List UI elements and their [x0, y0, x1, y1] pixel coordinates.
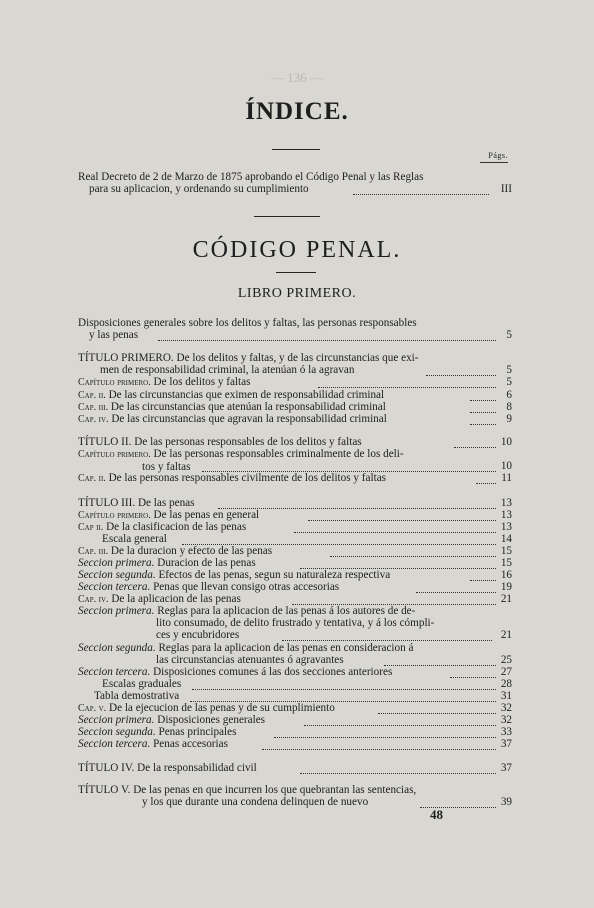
entry-text: Duracion de las penas: [157, 557, 256, 569]
page-number: 25: [500, 654, 512, 666]
entry-label: Cap ii.: [78, 522, 104, 533]
toc-entry: [78, 581, 512, 593]
entry-text: De las personas responsables civilmente de los delitos y faltas: [108, 472, 387, 484]
page-number: 5: [506, 376, 512, 388]
pages-column-label: Págs.: [488, 151, 508, 160]
toc-entry: [78, 678, 512, 690]
entry-text: De las personas responsables de los delitos y faltas: [134, 436, 362, 448]
book-title: LIBRO PRIMERO.: [237, 286, 357, 301]
entry-label: Seccion segunda.: [78, 569, 156, 581]
entry-text: De la ejecucion de las penas y de su cumplimiento: [108, 702, 335, 714]
page-number: 39: [500, 796, 512, 808]
entry-text-cont: y las penas: [89, 329, 139, 341]
toc-entry: [78, 533, 512, 545]
entry-label: Seccion tercera.: [78, 581, 151, 593]
entry-label: TÍTULO II.: [78, 436, 132, 448]
entry-label: Seccion tercera.: [78, 738, 151, 750]
entry-label: TÍTULO IV.: [78, 762, 135, 774]
entry-label: Capítulo primero.: [78, 449, 151, 460]
title-rule: [272, 149, 320, 150]
page-number: 33: [500, 726, 512, 738]
entry-text: De la duracion y efecto de las penas: [110, 545, 273, 557]
entry-text: Escalas graduales: [102, 678, 182, 690]
page-number: 10: [500, 436, 512, 448]
dot-leader: [300, 772, 496, 774]
entry-label: Capítulo primero.: [78, 510, 151, 521]
page-number: 9: [506, 413, 512, 425]
dot-leader: [470, 423, 496, 425]
entry-text: Reglas para la aplicacion de las penas en consideracion á: [158, 642, 414, 654]
entry-text: De la aplicacion de las penas: [111, 593, 241, 605]
toc-entry: [78, 497, 512, 509]
dot-leader: [353, 193, 489, 195]
toc-entry: [78, 472, 512, 485]
page-number: III: [500, 183, 512, 195]
entry-label: TÍTULO V.: [78, 784, 131, 796]
entry-text: De las circunstancias que eximen de responsabilidad criminal: [108, 389, 385, 401]
entry-text: De la responsabilidad civil: [137, 762, 257, 774]
toc-entry: [78, 714, 512, 726]
page-number: 32: [500, 714, 512, 726]
dot-leader: [476, 482, 496, 484]
dot-leader: [318, 386, 496, 388]
bleed-through-page-number: — 136 —: [271, 70, 323, 85]
entry-text: De las penas en general: [153, 509, 260, 521]
entry-label: TÍTULO III.: [78, 497, 136, 509]
toc-entry: [78, 413, 512, 426]
entry-text: Reglas para la aplicacion de las penas á los autores de de-: [157, 605, 416, 617]
entry-label: Capítulo primero.: [78, 377, 151, 388]
toc-entry: [78, 352, 512, 376]
page-number: 37: [500, 738, 512, 750]
page-number: 6: [506, 389, 512, 401]
entry-text: De las personas responsables criminalmente de los deli-: [153, 448, 404, 460]
index-title: ÍNDICE.: [245, 98, 349, 125]
entry-label: Seccion primera.: [78, 605, 155, 617]
entry-text: De las circunstancias que agravan la responsabilidad criminal: [111, 413, 387, 425]
page-number: 21: [500, 593, 512, 605]
toc-entry: [78, 738, 512, 750]
entry-text: De los delitos y faltas: [153, 376, 251, 388]
entry-label: Cap. iv.: [78, 414, 109, 425]
toc-entry: [78, 317, 512, 341]
code-title: CÓDIGO PENAL.: [192, 237, 402, 263]
page-number: 5: [506, 364, 512, 376]
entry-text: Disposiciones generales: [157, 714, 266, 726]
page-number: 11: [501, 472, 512, 484]
pages-label-underline: [480, 162, 508, 163]
page-number: 21: [500, 629, 512, 641]
page-number: 15: [500, 545, 512, 557]
entry-text: Disposiciones generales sobre los delitos y faltas, las personas responsables: [78, 317, 417, 329]
page-number: 10: [500, 460, 512, 472]
entry-label: Seccion primera.: [78, 714, 155, 726]
entry-text-cont: y los que durante una condena delinquen de nuevo: [142, 796, 369, 808]
toc-entry: [78, 436, 512, 448]
page-number: 8: [506, 401, 512, 413]
folio-number: 48: [430, 807, 443, 822]
entry-text: Disposiciones comunes á las dos secciones anteriores: [153, 666, 393, 678]
page-number: 28: [500, 678, 512, 690]
entry-label: Seccion segunda.: [78, 642, 156, 654]
toc-entry: [78, 784, 512, 808]
dot-leader: [282, 639, 492, 641]
entry-text: De las penas: [137, 497, 195, 509]
entry-text-cont: tos y faltas: [142, 461, 191, 473]
toc-entry: [78, 762, 512, 774]
page-number: 32: [500, 702, 512, 714]
decree-line-2: para su aplicacion, y ordenando su cumplimiento: [89, 183, 309, 195]
page-number: 13: [500, 521, 512, 533]
page-number: 37: [500, 762, 512, 774]
page-number: 15: [500, 557, 512, 569]
toc-entry: [78, 376, 512, 389]
entry-text: De las circunstancias que atenúan la responsabilidad criminal: [110, 401, 386, 413]
entry-label: Seccion primera.: [78, 557, 155, 569]
entry-text: Efectos de las penas, segun su naturaleza respectiva: [158, 569, 391, 581]
entry-text: Tabla demostrativa: [94, 690, 180, 702]
dot-leader: [262, 748, 496, 750]
section-rule: [254, 216, 320, 217]
entry-label: Cap. ii.: [78, 390, 106, 401]
toc-entry: [78, 690, 512, 702]
entry-text: Penas que llevan consigo otras accesorias: [153, 581, 340, 593]
page-number: 19: [500, 581, 512, 593]
toc-entry: [78, 642, 512, 666]
decree-entry: [78, 171, 512, 195]
entry-label: Cap. v.: [78, 703, 107, 714]
page-number: 5: [506, 329, 512, 341]
entry-label: Cap. iii.: [78, 546, 109, 557]
page-number: 27: [500, 666, 512, 678]
page-number: 14: [500, 533, 512, 545]
code-title-rule: [276, 272, 316, 273]
page-number: 31: [500, 690, 512, 702]
page-number: 16: [500, 569, 512, 581]
entry-text: De la clasificacion de las penas: [106, 521, 247, 533]
dot-leader: [158, 339, 496, 341]
toc-entry: [78, 666, 512, 678]
entry-label: Cap. ii.: [78, 473, 106, 484]
entry-text-cont: las circunstancias atenuantes ó agravantes: [156, 654, 344, 666]
toc-entry: [78, 605, 512, 641]
entry-text-cont: lito consumado, de delito frustrado y tentativa, y á los cómpli-: [156, 617, 435, 629]
page-number: 13: [500, 497, 512, 509]
entry-label: Seccion tercera.: [78, 666, 151, 678]
entry-text-cont: men de responsabilidad criminal, la atenúan ó la agravan: [100, 364, 355, 376]
entry-text-cont: ces y encubridores: [156, 629, 240, 641]
page-number: 13: [500, 509, 512, 521]
toc-entry: [78, 726, 512, 738]
entry-text: Penas accesorias: [153, 738, 228, 750]
entry-text: Penas principales: [158, 726, 237, 738]
entry-label: Seccion segunda.: [78, 726, 156, 738]
entry-text: De las penas en que incurren los que quebrantan las sentencias,: [133, 784, 417, 796]
toc-entry: [78, 557, 512, 569]
entry-text: Escala general: [102, 533, 167, 545]
entry-label: Cap. iv.: [78, 594, 109, 605]
entry-text: TÍTULO PRIMERO. De los delitos y faltas, y de las circunstancias que exi-: [78, 352, 419, 364]
toc-entry: [78, 569, 512, 581]
toc-entry: [78, 448, 512, 473]
entry-label: Cap. iii.: [78, 402, 109, 413]
decree-line-1: Real Decreto de 2 de Marzo de 1875 aprobando el Código Penal y las Reglas: [78, 171, 424, 183]
